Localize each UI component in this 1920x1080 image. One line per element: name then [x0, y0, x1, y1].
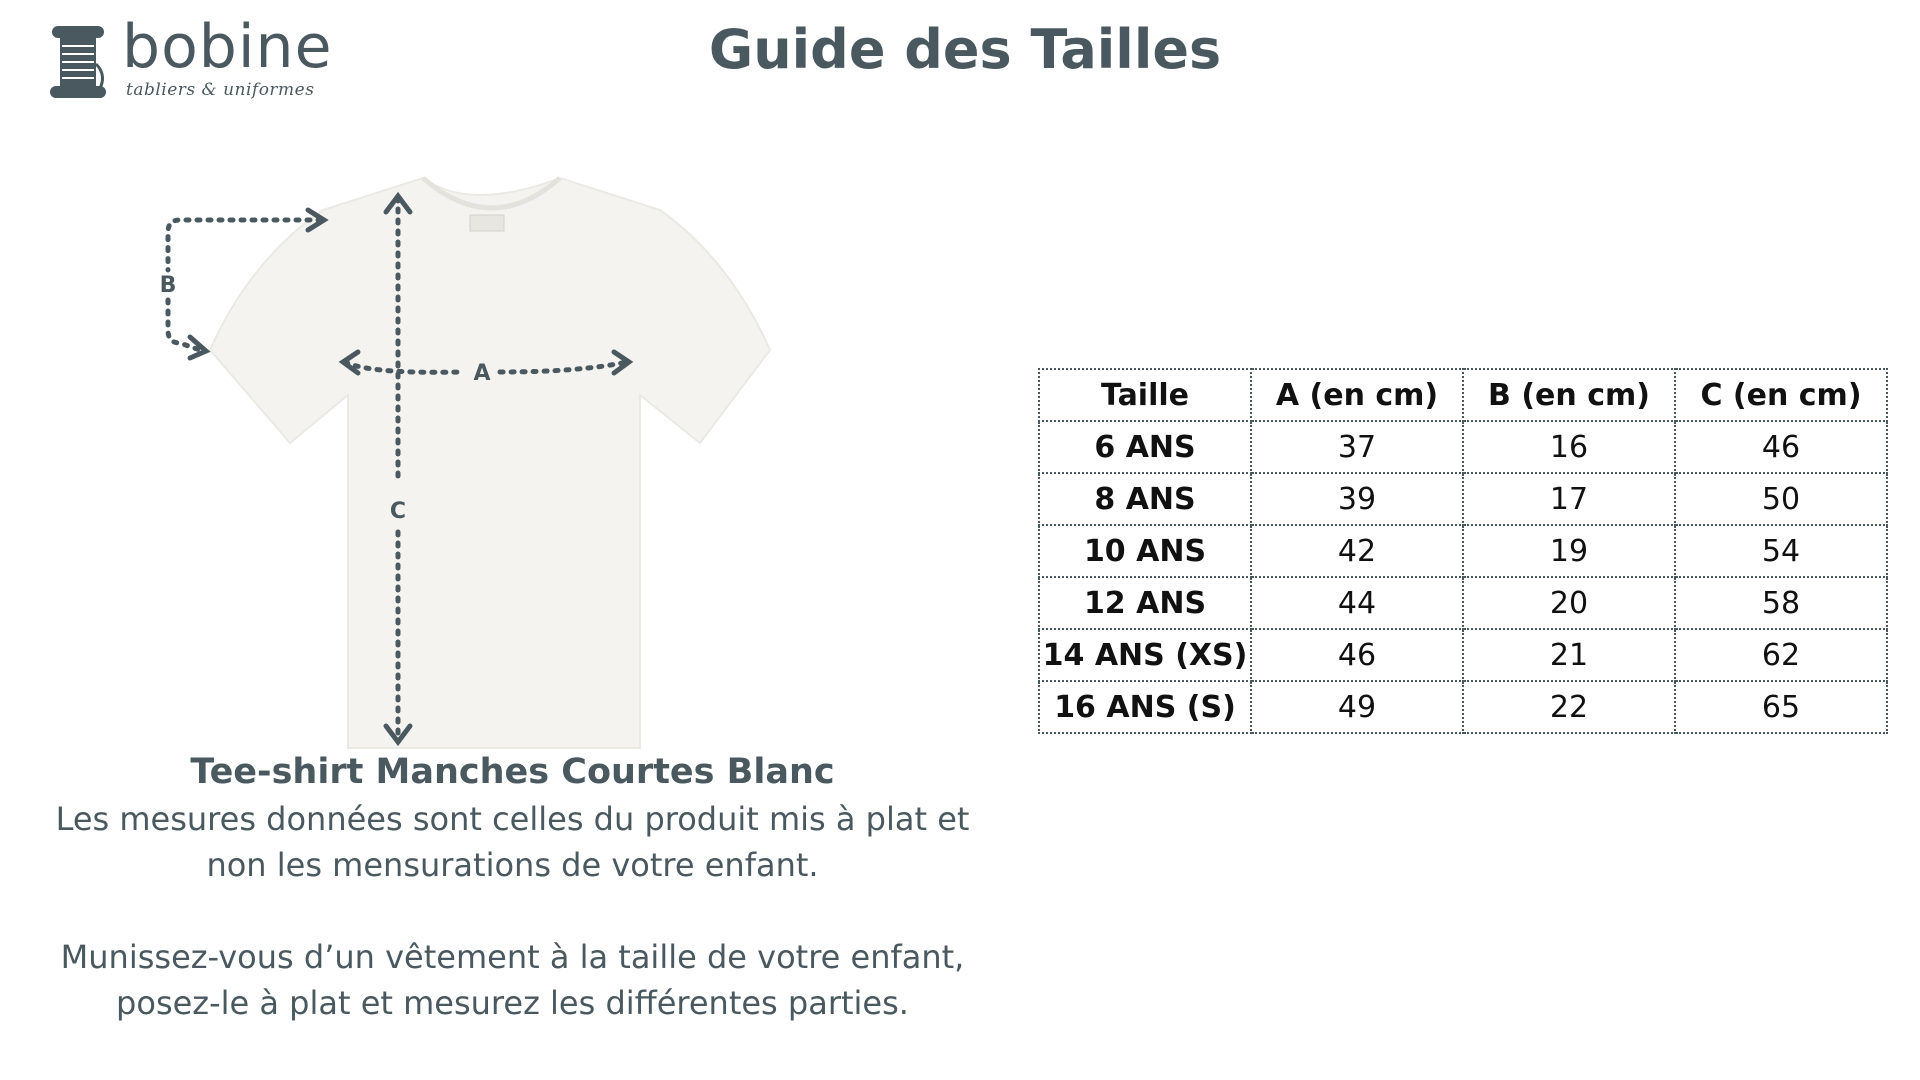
size-table	[1038, 368, 1888, 734]
neck-label-icon	[470, 215, 504, 231]
table-row	[1039, 525, 1887, 577]
measure-a-label: A	[473, 361, 491, 386]
a-cell: 39	[1251, 473, 1463, 525]
c-cell: 62	[1675, 629, 1887, 681]
size-cell: 12 ANS	[1039, 577, 1251, 629]
b-cell: 20	[1463, 577, 1675, 629]
product-title: Tee-shirt Manches Courtes Blanc	[190, 752, 835, 792]
a-cell: 37	[1251, 421, 1463, 473]
c-cell: 65	[1675, 681, 1887, 733]
size-cell: 6 ANS	[1039, 421, 1251, 473]
c-cell: 54	[1675, 525, 1887, 577]
a-cell: 49	[1251, 681, 1463, 733]
c-cell: 46	[1675, 421, 1887, 473]
header-c: C (en cm)	[1675, 369, 1887, 421]
c-cell: 58	[1675, 577, 1887, 629]
page-title: Guide des Tailles	[708, 18, 1222, 81]
spool-icon	[46, 24, 112, 102]
size-cell: 16 ANS (S)	[1039, 681, 1251, 733]
logo-wordmark: bobine	[122, 12, 333, 82]
table-row	[1039, 421, 1887, 473]
logo-tagline: tabliers & uniformes	[126, 80, 315, 100]
product-description	[20, 752, 1005, 1026]
measure-b-label: B	[159, 273, 177, 298]
product-note-1-line-1: Les mesures données sont celles du produit mis à plat et	[55, 800, 970, 838]
table-row	[1039, 629, 1887, 681]
b-cell: 16	[1463, 421, 1675, 473]
size-table-header-row	[1039, 369, 1887, 421]
header-a: A (en cm)	[1251, 369, 1463, 421]
product-note-2-line-1: Munissez-vous d’un vêtement à la taille de votre enfant,	[60, 938, 965, 976]
header-size: Taille	[1039, 369, 1251, 421]
b-cell: 19	[1463, 525, 1675, 577]
tshirt-svg	[140, 160, 790, 760]
b-cell: 21	[1463, 629, 1675, 681]
tshirt-shape	[210, 178, 770, 748]
size-cell: 10 ANS	[1039, 525, 1251, 577]
brand-logo	[46, 12, 333, 108]
table-row	[1039, 473, 1887, 525]
measure-c-label: C	[389, 499, 407, 524]
size-cell: 8 ANS	[1039, 473, 1251, 525]
b-cell: 17	[1463, 473, 1675, 525]
size-cell: 14 ANS (XS)	[1039, 629, 1251, 681]
b-cell: 22	[1463, 681, 1675, 733]
product-note-1-line-2: non les mensurations de votre enfant.	[206, 846, 819, 884]
table-row	[1039, 681, 1887, 733]
a-cell: 42	[1251, 525, 1463, 577]
header-b: B (en cm)	[1463, 369, 1675, 421]
product-note-2	[20, 934, 1005, 1026]
c-cell: 50	[1675, 473, 1887, 525]
a-cell: 46	[1251, 629, 1463, 681]
a-cell: 44	[1251, 577, 1463, 629]
tshirt-measurement-diagram	[140, 160, 790, 760]
product-note-1	[20, 796, 1005, 888]
table-row	[1039, 577, 1887, 629]
product-note-2-line-2: posez-le à plat et mesurez les différentes parties.	[116, 984, 909, 1022]
